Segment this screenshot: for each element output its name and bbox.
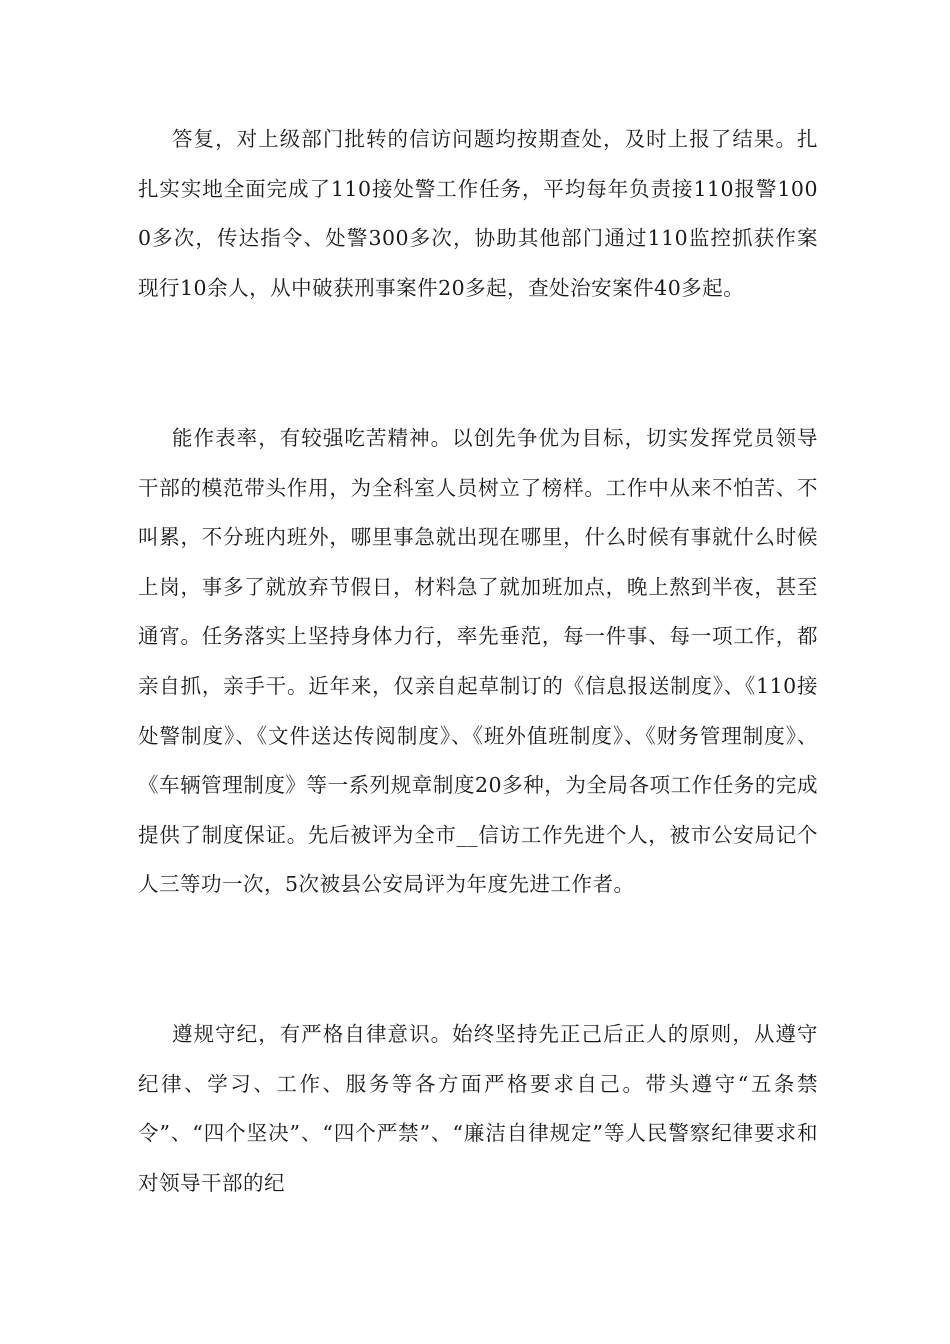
paragraph-1: 答复，对上级部门批转的信访问题均按期查处，及时上报了结果。扎扎实实地全面完成了110接处警工作任务，平均每年负责接110报警1000多次，传达指令、处警300多次，协助其他部门通过110监控抓获作案现行10余人，从中破获刑事案件20多起，查处治安案件40多起。: [138, 127, 818, 300]
paragraph-2: 能作表率，有较强吃苦精神。以创先争优为目标，切实发挥党员领导干部的模范带头作用，为全科室人员树立了榜样。工作中从来不怕苦、不叫累，不分班内班外，哪里事急就出现在哪里，什么时候有事就什么时候上岗，事多了就放弃节假日，材料急了就加班加点，晚上熬到半夜，甚至通宵。任务落实上坚持身体力行，率先垂范，每一件事、每一项工作，都亲自抓，亲手干。近年来，仅亲自起草制订的《信息报送制度》、《110接处警制度》、《文件送达传阅制度》、《班外值班制度》、《财务管理制度》、《车辆管理制度》等一系列规章制度20多种，为全局各项工作任务的完成提供了制度保证。先后被评为全市__信访工作先进个人，被市公安局记个人三等功一次，5次被县公安局评为年度先进工作者。: [138, 426, 818, 897]
paragraph-3: 遵规守纪，有严格自律意识。始终坚持先正己后正人的原则，从遵守纪律、学习、工作、服务等各方面严格要求自己。带头遵守“五条禁令”、“四个坚决”、“四个严禁”、“廉洁自律规定”等人民警察纪律要求和对领导干部的纪: [138, 1022, 818, 1195]
